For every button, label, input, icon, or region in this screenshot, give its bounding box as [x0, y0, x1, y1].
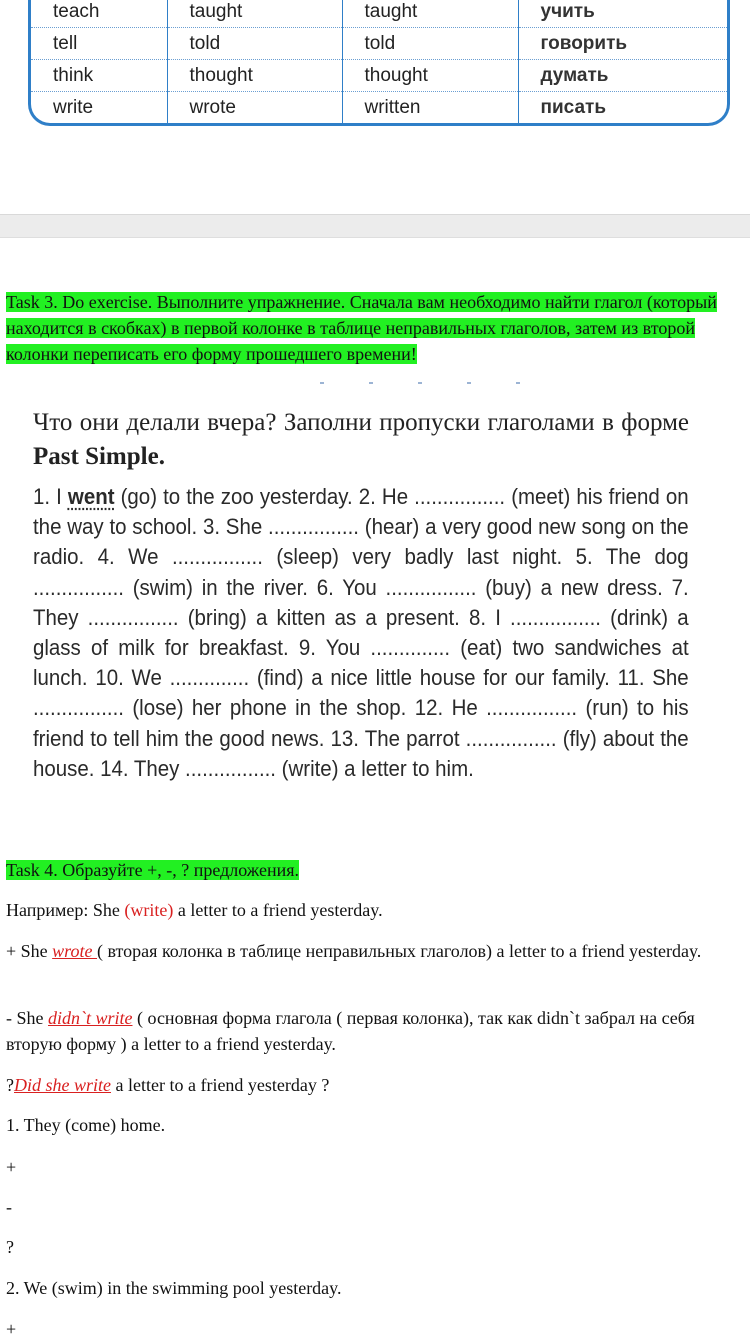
verb-cell: told [342, 28, 518, 60]
verb-table-grid [31, 0, 727, 123]
verb-cell: taught [342, 0, 518, 28]
verb-cell: tell [31, 28, 167, 60]
task4-heading [6, 857, 299, 883]
question-prefix: ? [6, 1075, 14, 1095]
task3-heading [6, 289, 741, 367]
verb-cell: говорить [518, 28, 727, 60]
verb-row [31, 60, 727, 92]
task4-plus-example [6, 938, 741, 964]
item1-plus-line: + [6, 1157, 17, 1177]
verb-row [31, 28, 727, 60]
task4-item-2: 2. We (swim) in the swimming pool yesterday. [6, 1278, 342, 1298]
section-separator [0, 214, 750, 238]
example-suffix: a letter to a friend yesterday. [173, 900, 383, 920]
exercise-body [33, 482, 689, 784]
item2-plus-line: + [6, 1319, 17, 1339]
exercise-example-answer: went [67, 484, 115, 509]
task4-heading-text: Task 4. Образуйте +, -, ? предложения. [6, 860, 300, 880]
plus-suffix: ( вторая колонка в таблице неправильных глаголов) a letter to a friend yesterday. [97, 941, 702, 961]
verb-row [31, 0, 727, 28]
verb-cell: think [31, 60, 167, 92]
minus-verb: didn`t write [48, 1008, 133, 1028]
verb-cell: писать [540, 96, 607, 118]
verb-cell: teach [31, 0, 167, 28]
verb-cell: thought [342, 60, 518, 92]
plus-prefix: + She [6, 941, 53, 961]
verb-cell: told [167, 28, 342, 60]
example-prefix: Например: She [6, 900, 125, 920]
verb-cell: учить [518, 0, 727, 28]
task4-question-example [6, 1072, 741, 1098]
verb-cell: думать [518, 60, 727, 92]
task4-minus-example [6, 1005, 741, 1057]
exercise-body-start: 1. I [33, 484, 68, 509]
exercise-title [33, 406, 689, 474]
exercise-title-prefix: Что они делали вчера? Заполни пропуски глаголами в форме [33, 409, 689, 436]
verb-row [31, 92, 727, 124]
verb-cell: wrote [167, 92, 342, 124]
exercise-title-bold: Past Simple. [33, 443, 165, 470]
verb-cell: thought [167, 60, 342, 92]
question-verb: Did she write [14, 1075, 111, 1095]
verb-cell: taught [167, 0, 342, 28]
task4-example [6, 897, 741, 923]
irregular-verbs-table [28, 0, 730, 126]
item1-minus-line: - [6, 1197, 12, 1217]
scan-specks [320, 382, 520, 384]
question-suffix: a letter to a friend yesterday ? [111, 1075, 330, 1095]
task4-item-1: 1. They (come) home. [6, 1115, 166, 1135]
plus-verb: wrote [52, 941, 97, 961]
example-verb: (write) [124, 900, 174, 920]
minus-suffix: ( основная форма глагола ( первая колонка), так как didn`t забрал на себя вторую форму ) a letter to a friend yesterday. [6, 1008, 695, 1054]
exercise-body-rest: (go) to the zoo yesterday. 2. He ................ (meet) his friend on the way to school. 3. She ................ (hear) a very good new song on the radio. 4. We ................ (sleep) very badly last night. 5. The dog ................ (swim) in the river. 6. You ................ (buy) a new dress. 7. They ................ (bring) a kitten as a present. 8. I ................ (drink) a glass of milk for breakfast. 9. You .............. (eat) two sandwiches at lunch. 10. We .............. (find) a nice little house for our family. 11. She ................ (lose) her phone in the shop. 12. He ................ (run) to his friend to tell him the good news. 13. The parrot ................ (fly) about the house. 14. They ................ (write) a letter to him. [33, 484, 689, 781]
minus-prefix: - She [6, 1008, 48, 1028]
verb-cell: write [31, 92, 167, 124]
verb-cell: written [342, 92, 518, 124]
task3-heading-text: Task 3. Do exercise. Выполните упражнение. Сначала вам необходимо найти глагол (который находится в скобках) в первой колонке в таблице неправильных глаголов, затем из второй колонки переписать его форму прошедшего времени! [6, 292, 717, 364]
item1-question-line: ? [6, 1237, 14, 1257]
